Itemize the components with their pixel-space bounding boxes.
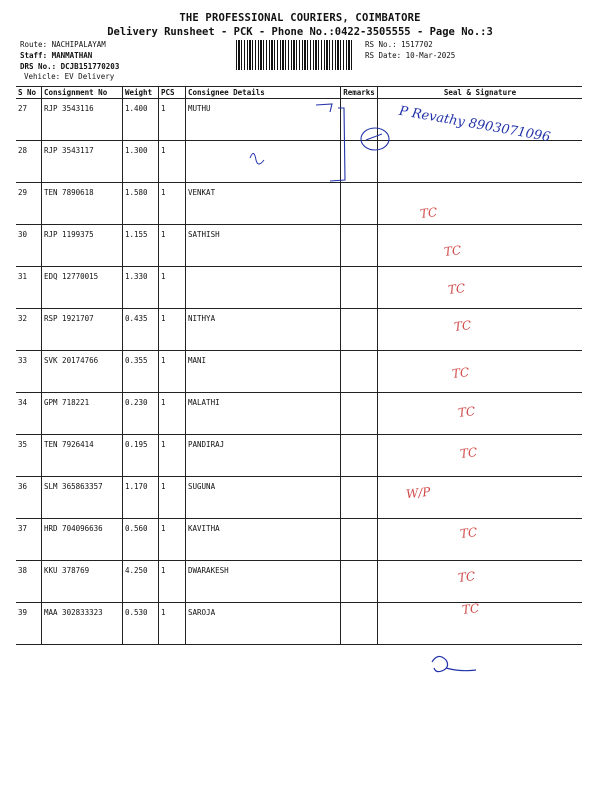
table-row: [16, 183, 582, 225]
cell-consignee: MANI: [186, 351, 341, 393]
rs-number: RS No.: 1517702: [365, 40, 433, 49]
cell-sno: 37: [16, 519, 42, 561]
cell-consignment: RSP 1921707: [42, 309, 123, 351]
receiver-name-handwritten: P Revathy 8903071096: [397, 103, 552, 146]
cell-weight: 0.230: [123, 393, 159, 435]
cell-remarks: [341, 309, 378, 351]
cell-signature: [378, 435, 583, 477]
cell-consignee: [186, 141, 341, 183]
cell-signature: [378, 561, 583, 603]
cell-remarks: [341, 393, 378, 435]
signature-initials: TC: [453, 318, 472, 334]
drs-text: DRS No.: DCJB151770203: [20, 62, 120, 71]
cell-remarks: [341, 225, 378, 267]
cell-sno: 30: [16, 225, 42, 267]
route-label: Route: NACHIPALAYAM: [20, 40, 106, 49]
cell-pcs: 1: [159, 141, 186, 183]
cell-pcs: 1: [159, 561, 186, 603]
cell-consignee: SUGUNA: [186, 477, 341, 519]
cell-weight: 1.170: [123, 477, 159, 519]
cell-sno: 36: [16, 477, 42, 519]
cell-consignee: KAVITHA: [186, 519, 341, 561]
cell-weight: 1.580: [123, 183, 159, 225]
signature-initials: TC: [459, 525, 478, 541]
cell-sno: 27: [16, 99, 42, 141]
cell-signature: [378, 225, 583, 267]
cell-signature: [378, 309, 583, 351]
cell-remarks: [341, 561, 378, 603]
signature-initials: TC: [447, 281, 466, 297]
cell-pcs: 1: [159, 99, 186, 141]
col-pcs: PCS: [159, 87, 186, 99]
cell-weight: 1.330: [123, 267, 159, 309]
vehicle-label: Vehicle: EV Delivery: [24, 72, 115, 81]
signature-initials: TC: [459, 445, 478, 461]
cell-remarks: [341, 141, 378, 183]
cell-weight: 0.560: [123, 519, 159, 561]
table-header-row: [16, 87, 582, 99]
cell-consignment: TEN 7926414: [42, 435, 123, 477]
cell-remarks: [341, 603, 378, 645]
col-signature: Seal & Signature: [378, 87, 583, 99]
cell-sno: 39: [16, 603, 42, 645]
rs-date: RS Date: 10-Mar-2025: [365, 51, 456, 60]
cell-remarks: [341, 519, 378, 561]
cell-signature: [378, 519, 583, 561]
col-weight: Weight: [123, 87, 159, 99]
cell-sno: 33: [16, 351, 42, 393]
table-row: [16, 141, 582, 183]
cell-consignment: MAA 302833323: [42, 603, 123, 645]
cell-consignee: MUTHU: [186, 99, 341, 141]
cell-consignment: KKU 378769: [42, 561, 123, 603]
cell-consignment: EDQ 12770015: [42, 267, 123, 309]
cell-consignee: NITHYA: [186, 309, 341, 351]
cell-consignee: SATHISH: [186, 225, 341, 267]
cell-weight: 0.355: [123, 351, 159, 393]
col-sno: S No: [16, 87, 42, 99]
cell-remarks: [341, 477, 378, 519]
row36-handwritten-mark: W/P: [405, 484, 432, 502]
table-row: [16, 435, 582, 477]
cell-weight: 4.250: [123, 561, 159, 603]
cell-consignment: RJP 1199375: [42, 225, 123, 267]
cell-signature: [378, 183, 583, 225]
staff-label: [20, 51, 92, 61]
col-remarks: Remarks: [341, 87, 378, 99]
cell-sno: 32: [16, 309, 42, 351]
cell-sno: 35: [16, 435, 42, 477]
signature-initials: TC: [457, 569, 476, 585]
drs-label: [20, 62, 119, 72]
cell-consignment: RJP 3543117: [42, 141, 123, 183]
cell-weight: 0.435: [123, 309, 159, 351]
cell-remarks: [341, 183, 378, 225]
table-row: [16, 351, 582, 393]
signature-initials: TC: [451, 365, 470, 381]
cell-pcs: 1: [159, 309, 186, 351]
col-consignment: Consignment No: [42, 87, 123, 99]
barcode: [236, 40, 352, 70]
cell-pcs: 1: [159, 267, 186, 309]
cell-signature: [378, 603, 583, 645]
cell-weight: 1.155: [123, 225, 159, 267]
signature-initials: TC: [457, 404, 476, 420]
cell-consignee: PANDIRAJ: [186, 435, 341, 477]
table-row: [16, 267, 582, 309]
cell-remarks: [341, 351, 378, 393]
cell-weight: 1.300: [123, 141, 159, 183]
cell-consignment: GPM 718221: [42, 393, 123, 435]
cell-consignment: SVK 20174766: [42, 351, 123, 393]
cell-weight: 1.400: [123, 99, 159, 141]
cell-signature: [378, 141, 583, 183]
signature-initials: TC: [419, 205, 438, 221]
cell-pcs: 1: [159, 351, 186, 393]
cell-sno: 34: [16, 393, 42, 435]
cell-consignment: TEN 7890618: [42, 183, 123, 225]
runsheet-table: [16, 86, 582, 645]
runsheet-subtitle: Delivery Runsheet - PCK - Phone No.:0422-3505555 - Page No.:3: [107, 26, 493, 38]
table-row: [16, 519, 582, 561]
cell-signature: [378, 267, 583, 309]
cell-remarks: [341, 435, 378, 477]
cell-consignee: DWARAKESH: [186, 561, 341, 603]
cell-pcs: 1: [159, 225, 186, 267]
cell-pcs: 1: [159, 183, 186, 225]
cell-pcs: 1: [159, 477, 186, 519]
cell-signature: [378, 393, 583, 435]
table-row: [16, 393, 582, 435]
cell-weight: 0.195: [123, 435, 159, 477]
cell-consignment: RJP 3543116: [42, 99, 123, 141]
cell-consignment: SLM 365863357: [42, 477, 123, 519]
cell-pcs: 1: [159, 519, 186, 561]
table-row: [16, 309, 582, 351]
cell-pcs: 1: [159, 603, 186, 645]
table-row: [16, 603, 582, 645]
cell-remarks: [341, 99, 378, 141]
staff-text: Staff: MANMATHAN: [20, 51, 93, 60]
cell-signature: [378, 351, 583, 393]
table-row: [16, 225, 582, 267]
cell-sno: 29: [16, 183, 42, 225]
cell-sno: 31: [16, 267, 42, 309]
cell-pcs: 1: [159, 435, 186, 477]
cell-remarks: [341, 267, 378, 309]
company-title: THE PROFESSIONAL COURIERS, COIMBATORE: [179, 12, 421, 24]
col-consignee: Consignee Details: [186, 87, 341, 99]
cell-consignee: SAROJA: [186, 603, 341, 645]
cell-pcs: 1: [159, 393, 186, 435]
signature-initials: TC: [443, 243, 462, 259]
cell-sno: 28: [16, 141, 42, 183]
cell-weight: 0.530: [123, 603, 159, 645]
cell-consignee: VENKAT: [186, 183, 341, 225]
cell-consignee: [186, 267, 341, 309]
signature-initials: TC: [461, 601, 480, 617]
table-row: [16, 561, 582, 603]
cell-consignee: MALATHI: [186, 393, 341, 435]
cell-sno: 38: [16, 561, 42, 603]
table-row: [16, 477, 582, 519]
cell-consignment: HRD 704096636: [42, 519, 123, 561]
